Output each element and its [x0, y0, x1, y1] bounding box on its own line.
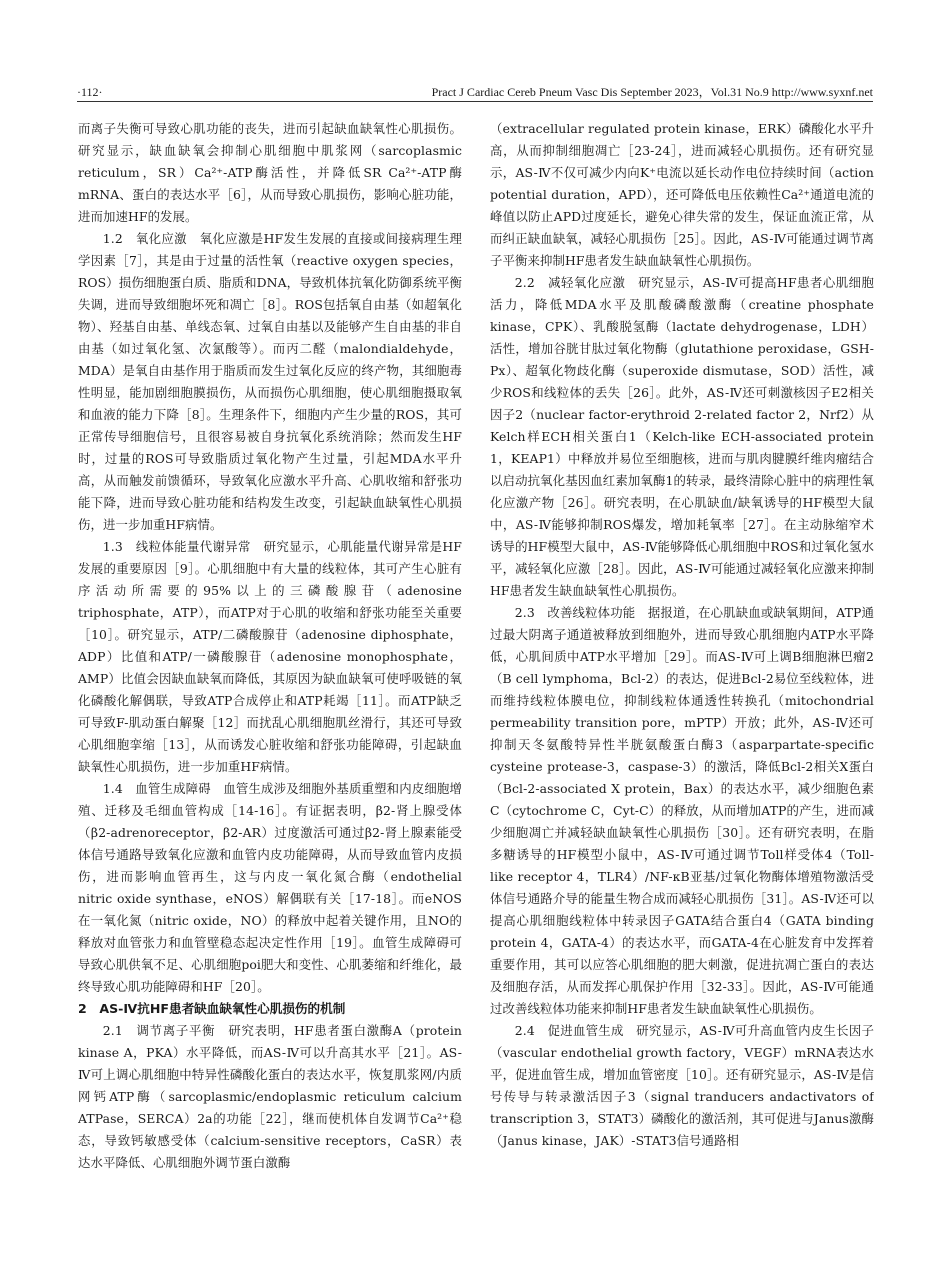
section-2-2-oxidative-stress: 2.2 减轻氧化应激 研究显示，AS-Ⅳ可提高HF患者心肌细胞活力，降低MDA水平及肌酸磷酸激酶（creatine phosphate kinase，CPK）、乳酸脱氢酶（lactate dehydrogenase，LDH）活性，增加谷胱甘肽过氧化物酶（glutathione peroxidase，GSH-Px）、超氧化物歧化酶（superoxide dismutase，SOD）活性，减少ROS和线粒体的丢失［26］。此外，AS-Ⅳ还可刺激核因子E2相关因子2（nuclear factor-erythroid 2-related factor 2，Nrf2）从Kelch样ECH相关蛋白1（Kelch-like ECH-associated protein 1，KEAP1）中释放并易位至细胞核，进而与肌肉腱膜纤维肉瘤结合以启动抗氧化基因血红素加氧酶1的转录，最终清除心脏中的病理性氧化应激产物［26］。研究表明，在心肌缺血/缺氧诱导的HF模型大鼠中，AS-Ⅳ能够抑制ROS爆发，增加耗氧率［27］。在主动脉缩窄术诱导的HF模型大鼠中，AS-Ⅳ能够降低心肌细胞中ROS和过氧化氢水平，减轻氧化应激［28］。因此，AS-Ⅳ可能通过减轻氧化应激来抑制HF患者发生缺血缺氧性心肌损伤。: [490, 275, 874, 598]
left-column: [78, 118, 462, 1278]
section-2-3-mitochondria: 2.3 改善线粒体功能 据报道，在心肌缺血或缺氧期间，ATP通过最大阴离子通道被释放到细胞外，进而导致心肌细胞内ATP水平降低，心肌间质中ATP水平增加［29］。而AS-Ⅳ可上调B细胞淋巴瘤2（B cell lymphoma，Bcl-2）的表达，促进Bcl-2易位至线粒体，进而维持线粒体膜电位，抑制线粒体通透性转换孔（mitochondrial permeability transition pore，mPTP）开放；此外，AS-Ⅳ还可抑制天冬氨酸特异性半胱氨酸蛋白酶3（asparpartate-specific cysteine protease-3，caspase-3）的激活，降低Bcl-2相关X蛋白（Bcl-2-associated X protein，Bax）的表达水平，减少细胞色素C（cytochrome C，Cyt-C）的释放，从而增加ATP的产生，进而减少细胞凋亡并减轻缺血缺氧性心肌损伤［30］。还有研究表明，在脂多糖诱导的HF模型小鼠中，AS-Ⅳ可通过调节Toll样受体4（Toll-like receptor 4，TLR4）/NF-κB亚基/过氧化物酶体增殖物激活受体信号通路介导的能量生物合成而减轻心肌损伤［31］。AS-Ⅳ还可以提高心肌细胞线粒体中转录因子GATA结合蛋白4（GATA binding protein 4，GATA-4）的表达水平，而GATA-4在心脏发育中发挥着重要作用，其可以应答心肌细胞的肥大刺激，促进抗凋亡蛋白的表达及细胞存活，从而发挥心肌保护作用［32-33］。因此，AS-Ⅳ可能通过改善线粒体功能来抑制HF患者发生缺血缺氧性心肌损伤。: [490, 605, 874, 1016]
section-2-1-ion-balance: 2.1 调节离子平衡 研究表明，HF患者蛋白激酶A（protein kinase A，PKA）水平降低，而AS-Ⅳ可以升高其水平［21］。AS-Ⅳ可上调心肌细胞中特异性磷酸化蛋白的表达水平，恢复肌浆网/内质网钙ATP酶（sarcoplasmic/endoplasmic reticulum calcium ATPase，SERCA）2a的功能［22］，继而使机体自发调节Ca²⁺稳态，导致钙敏感受体（calcium-sensitive receptors，CaSR）表达水平降低、心肌细胞外调节蛋白激酶: [78, 1023, 462, 1170]
page-number: ·112·: [77, 85, 103, 99]
section-1-2-oxidative-stress: 1.2 氧化应激 氧化应激是HF发生发展的直接或间接病理生理学因素［7］，其是由于过量的活性氧（reactive oxygen species，ROS）损伤细胞蛋白质、脂质和DNA，导致机体抗氧化防御系统平衡失调，进而导致细胞坏死和凋亡［8］。ROS包括氧自由基（如超氧化物）、羟基自由基、单线态氧、过氧自由基以及能够产生自由基的非自由基（如过氧化氢、次氯酸等）。而丙二醛（malondialdehyde，MDA）是氧自由基作用于脂质而发生过氧化反应的终产物，其细胞毒性明显，能加剧细胞膜损伤，从而损伤心肌细胞，使心肌细胞摄取氧和血液的能力下降［8］。生理条件下，细胞内产生少量的ROS，其可正常传导细胞信号，且很容易被自身抗氧化系统消除；然而发生HF时，过量的ROS可导致脂质过氧化物产生过量，引起MDA水平升高，从而触发前馈循环，导致氧化应激水平升高、心肌收缩和舒张功能下降，进而导致心脏功能和结构发生改变，引起缺血缺氧性心肌损伤，进一步加重HF病情。: [78, 231, 462, 532]
header-rule: [77, 101, 873, 102]
section-1-4-angiogenesis: 1.4 血管生成障碍 血管生成涉及细胞外基质重塑和内皮细胞增殖、迁移及毛细血管构成［14-16］。有证据表明，β2-肾上腺受体（β2-adrenoreceptor，β2-AR）过度激活可通过β2-肾上腺素能受体信号通路导致氧化应激和血管内皮功能障碍，从而导致血管内皮损伤，进而影响血管再生，这与内皮一氧化氮合酶（endothelial nitric oxide synthase，eNOS）解偶联有关［17-18］。而eNOS在一氧化氮（nitric oxide，NO）的释放中起着关键作用，且NO的释放对血管张力和血管壁稳态起决定性作用［19］。血管生成障碍可导致心肌供氧不足、心肌细胞poi肥大和变性、心肌萎缩和纤维化，最终导致心肌功能障碍和HF［20］。: [78, 781, 462, 994]
running-header: [77, 80, 873, 100]
journal-citation: Pract J Cardiac Cereb Pneum Vasc Dis September 2023，Vol.31 No.9 http://www.syxnf.net: [431, 85, 873, 99]
section-2-heading: 2 AS-Ⅳ抗HF患者缺血缺氧性心肌损伤的机制: [78, 1001, 346, 1016]
paragraph-erk-cont: （extracellular regulated protein kinase，ERK）磷酸化水平升高，从而抑制细胞凋亡［23-24］，进而减轻心肌损伤。还有研究显示，AS-Ⅳ不仅可减少内向K⁺电流以延长动作电位持续时间（action potential duration，APD），还可降低电压依赖性Ca²⁺通道电流的峰值以防止APD过度延长，避免心律失常的发生，保证血流正常，从而纠正缺血缺氧，减轻心肌损伤［25］。因此，AS-Ⅳ可能通过调节离子平衡来抑制HF患者发生缺血缺氧性心肌损伤。: [490, 121, 874, 268]
section-2-4-angiogenesis: 2.4 促进血管生成 研究显示，AS-Ⅳ可升高血管内皮生长因子（vascular endothelial growth factory，VEGF）mRNA表达水平，促进血管生成，增加血管密度［10］。还有研究显示，AS-Ⅳ是信号传导与转录激活因子3（signal tranducers andactivators of transcription 3，STAT3）磷酸化的激活剂，其可促进与Janus激酶（Janus kinase，JAK）-STAT3信号通路相: [490, 1023, 874, 1148]
section-1-3-mitochondrial-energy: 1.3 线粒体能量代谢异常 研究显示，心肌能量代谢异常是HF发展的重要原因［9］。心肌细胞中有大量的线粒体，其可产生心脏有序活动所需要的95%以上的三磷酸腺苷（adenosine triphosphate，ATP），而ATP对于心肌的收缩和舒张功能至关重要［10］。研究显示，ATP/二磷酸腺苷（adenosine diphosphate，ADP）比值和ATP/一磷酸腺苷（adenosine monophosphate，AMP）比值会因缺血缺氧而降低，其原因为缺血缺氧可使呼吸链的氧化磷酸化解偶联，导致ATP合成停止和ATP耗竭［11］。而ATP缺乏可导致F-肌动蛋白解聚［12］而扰乱心肌细胞肌丝滑行，其还可导致心肌细胞挛缩［13］，从而诱发心脏收缩和舒张功能障碍，引起缺血缺氧性心肌损伤，进一步加重HF病情。: [78, 539, 462, 774]
paragraph-ion-imbalance-cont: 而离子失衡可导致心肌功能的丧失，进而引起缺血缺氧性心肌损伤。研究显示，缺血缺氧会抑制心肌细胞中肌浆网（sarcoplasmic reticulum，SR）Ca²⁺-ATP酶活性，并降低SR Ca²⁺-ATP酶mRNA、蛋白的表达水平［6］，从而导致心肌损伤，影响心脏功能，进而加速HF的发展。: [78, 121, 462, 224]
right-column: [490, 118, 874, 1278]
